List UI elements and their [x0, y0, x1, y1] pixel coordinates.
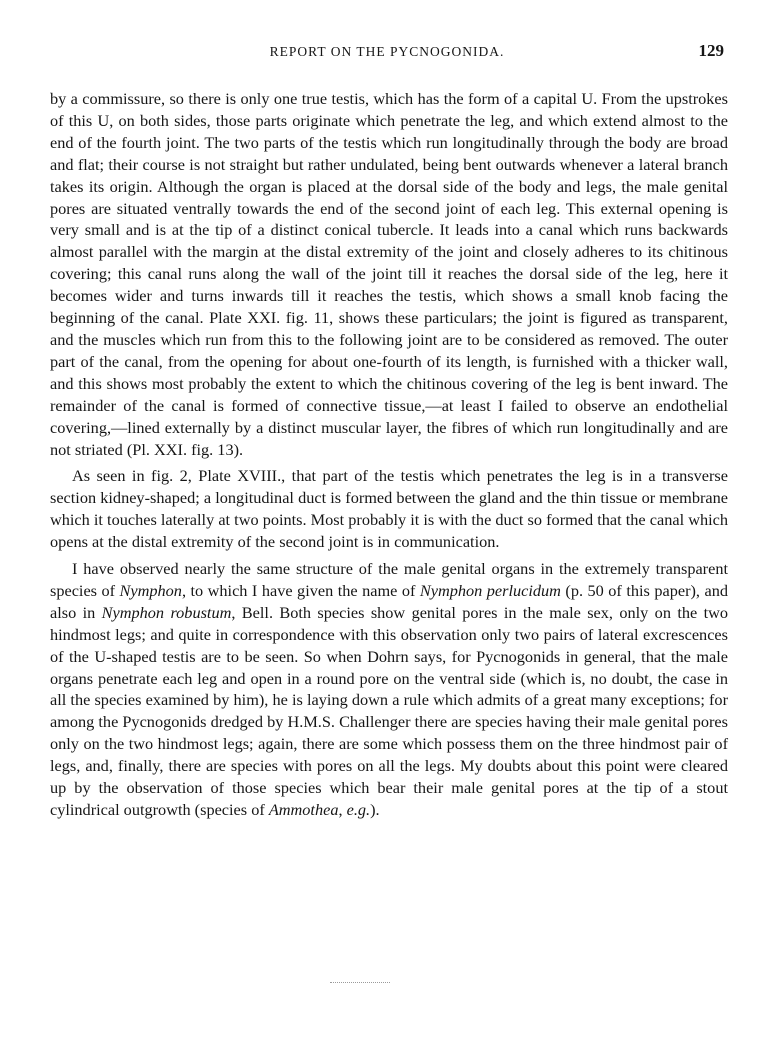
paragraph-3	[50, 558, 728, 821]
species-name-nymphon-robustum: Nymphon robustum	[101, 602, 232, 622]
paragraph-3-text: ).	[370, 800, 380, 819]
footer-mark	[330, 982, 390, 985]
running-title: REPORT ON THE PYCNOGONIDA.	[269, 44, 505, 59]
paragraph-3-text: I have observed nearly the same structure of the male genital organs in the extremely transparent species of	[50, 559, 728, 600]
paragraph-3-text: , to which I have given the name of	[181, 580, 420, 600]
paragraph-1: by a commissure, so there is only one true testis, which has the form of a capital U. From the upstrokes of this U, on both sides, those parts originate which penetrate the leg, and which extend almost to the end of the fourth joint. The two parts of the testis which run longitudinally through the body are broad and flat; their course is not straight but rather undulated, being bent outwards whenever a lateral branch takes its origin. Although the organ is placed at the dorsal side of the body and legs, the male genital pores are situated ventrally towards the end of the second joint of each leg. This external opening is very small and is at the tip of a distinct conical tubercle. It leads into a canal which runs backwards almost parallel with the margin at the distal extremity of the joint and closely adheres to its chitinous covering; this canal runs along the wall of the joint till it reaches the dorsal side of the leg, here it becomes wider and turns inwards till it reaches the testis, which shows a small knob facing the beginning of the canal. Plate XXI. fig. 11, shows these particulars; the joint is figured as transparent, and the muscles which run from this to the following joint are to be considered as removed. The outer part of the canal, from the opening for about one-fourth of its length, is furnished with a thicker wall, and this shows most probably the extent to which the chitinous covering of the leg is bent inward. The remainder of the canal is formed of connective tissue,—at least I failed to observe an endothelial covering,—lined externally by a distinct muscular layer, the fibres of which run longitudinally and are not striated (Pl. XXI. fig. 13).	[50, 89, 728, 459]
paragraph-2: As seen in fig. 2, Plate XVIII., that part of the testis which penetrates the leg is in a transverse section kidney-shaped; a longitudinal duct is formed between the gland and the thin tissue or membrane which it touches laterally at two points. Most probably it is with the duct so formed that the canal which opens at the distal extremity of the second joint is in communication.	[50, 466, 728, 552]
abbreviation-eg: e.g.	[346, 800, 371, 819]
species-name-nymphon-perlucidum: Nymphon perlucidum	[419, 580, 561, 600]
paragraph-3-text: (p. 50 of this paper), and also in	[50, 580, 728, 622]
paragraph-3-text: ,	[338, 800, 347, 819]
page-header	[50, 41, 724, 66]
species-name-nymphon: Nymphon	[119, 580, 182, 600]
paragraph-3-text: , Bell. Both species show genital pores in the male sex, only on the two hindmost legs; and quite in correspondence with this observation only two pairs of lateral excrescences of the U-shaped testis are to be seen. So when Dohrn says, for Pycnogonids in general, that the male organs penetrate each leg and open in a round pore on the ventral side (which is, no doubt, the case in all the species examined by him), he is laying down a rule which admits of a great many exceptions; for among the Pycnogonids dredged by H.M.S. Challenger there are species having their male genital pores only on the two hindmost legs; again, there are some which possess them on the three hindmost pair of legs, and, finally, there are species with pores on all the legs. My doubts about this point were cleared up by the observation of those species which bear their male genital pores at the tip of a stout cylindrical outgrowth (species of	[50, 602, 729, 819]
body-text	[50, 88, 728, 826]
species-name-ammothea: Ammothea	[268, 800, 339, 819]
page-number: 129	[698, 41, 724, 60]
